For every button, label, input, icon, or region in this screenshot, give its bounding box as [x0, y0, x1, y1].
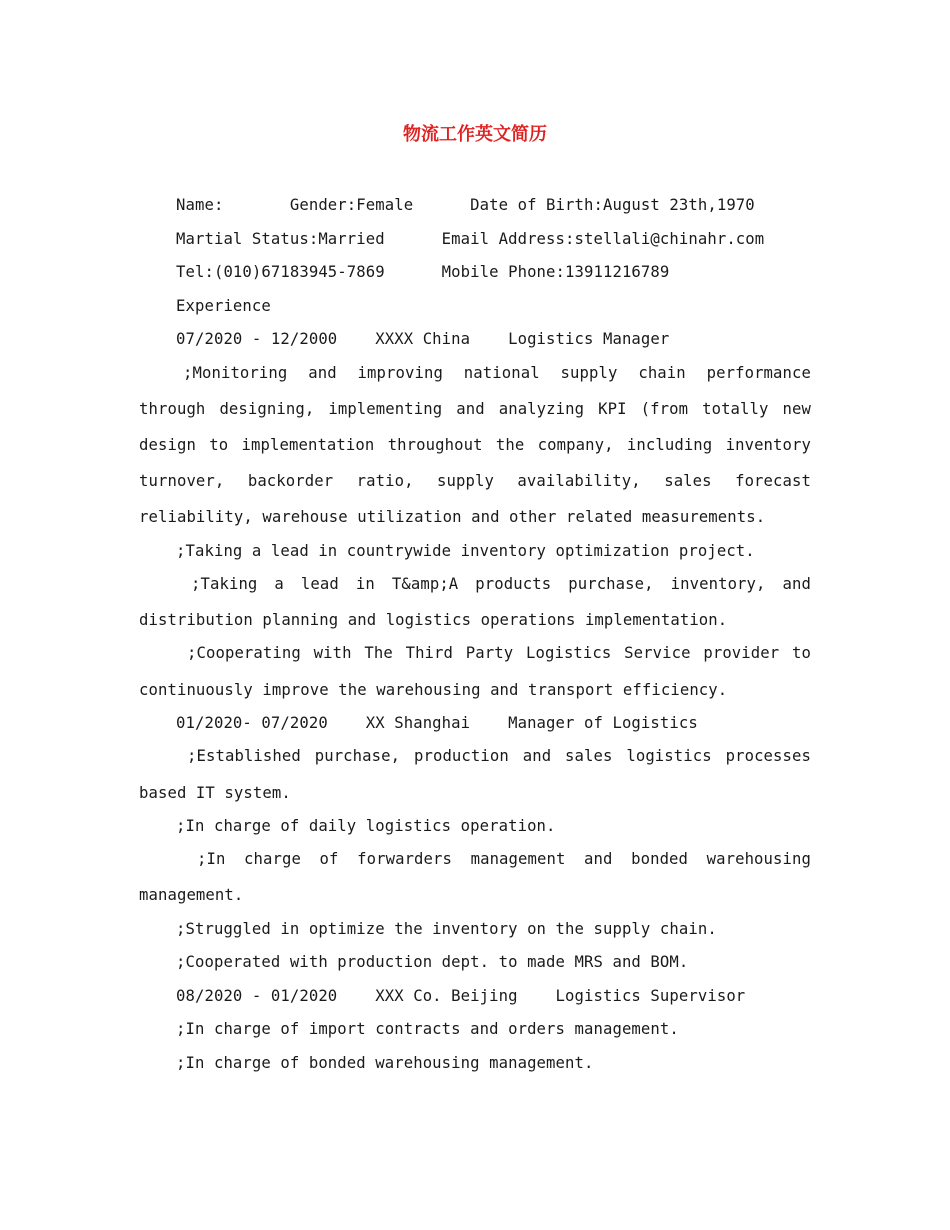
job-2-bullet-1: ;Established purchase, production and sales logistics processes based IT system.: [139, 747, 811, 802]
job-2-header: 01/2020- 07/2020 XX Shanghai Manager of Logistics: [176, 713, 698, 732]
job-3-bullet-1: ;In charge of import contracts and orders management.: [176, 1020, 679, 1039]
experience-heading: Experience: [176, 296, 271, 315]
personal-info-line-3: Tel:(010)67183945-7869 Mobile Phone:13911216789: [176, 263, 670, 281]
job-2-bullet-4: ;Struggled in optimize the inventory on the supply chain.: [176, 919, 717, 938]
job-1-bullet-4: ;Cooperating with The Third Party Logistics Service provider to continuously improve the warehousing and transport efficiency.: [139, 644, 811, 699]
personal-info-line-2: Martial Status:Married Email Address:stellali@chinahr.com: [176, 229, 765, 248]
job-2-bullet-2: ;In charge of daily logistics operation.: [176, 816, 556, 835]
job-1-bullet-2: ;Taking a lead in countrywide inventory optimization project.: [176, 541, 755, 560]
job-2-bullet-5: ;Cooperated with production dept. to made MRS and BOM.: [176, 953, 689, 972]
resume-body: [139, 193, 811, 1084]
document-title: 物流工作英文简历: [403, 124, 547, 145]
job-3-header: 08/2020 - 01/2020 XXX Co. Beijing Logistics Supervisor: [176, 986, 746, 1005]
job-1-bullet-1: ;Monitoring and improving national supply chain performance through designing, implementing and analyzing KPI (from totally new design to implementation throughout the company, including inventory turnover, backorder ratio, supply availability, sales forecast reliability, warehouse utilization and other related measurements.: [139, 363, 811, 527]
job-3-bullet-2: ;In charge of bonded warehousing management.: [176, 1053, 594, 1072]
job-2-bullet-3: ;In charge of forwarders management and bonded warehousing management.: [139, 850, 811, 905]
job-1-header: 07/2020 - 12/2000 XXXX China Logistics Manager: [176, 330, 670, 348]
personal-info-line-1: Name: Gender:Female Date of Birth:August 23th,1970: [176, 196, 755, 214]
job-1-bullet-3: ;Taking a lead in T&amp;A products purchase, inventory, and distribution planning and logistics operations implementation.: [139, 575, 811, 630]
